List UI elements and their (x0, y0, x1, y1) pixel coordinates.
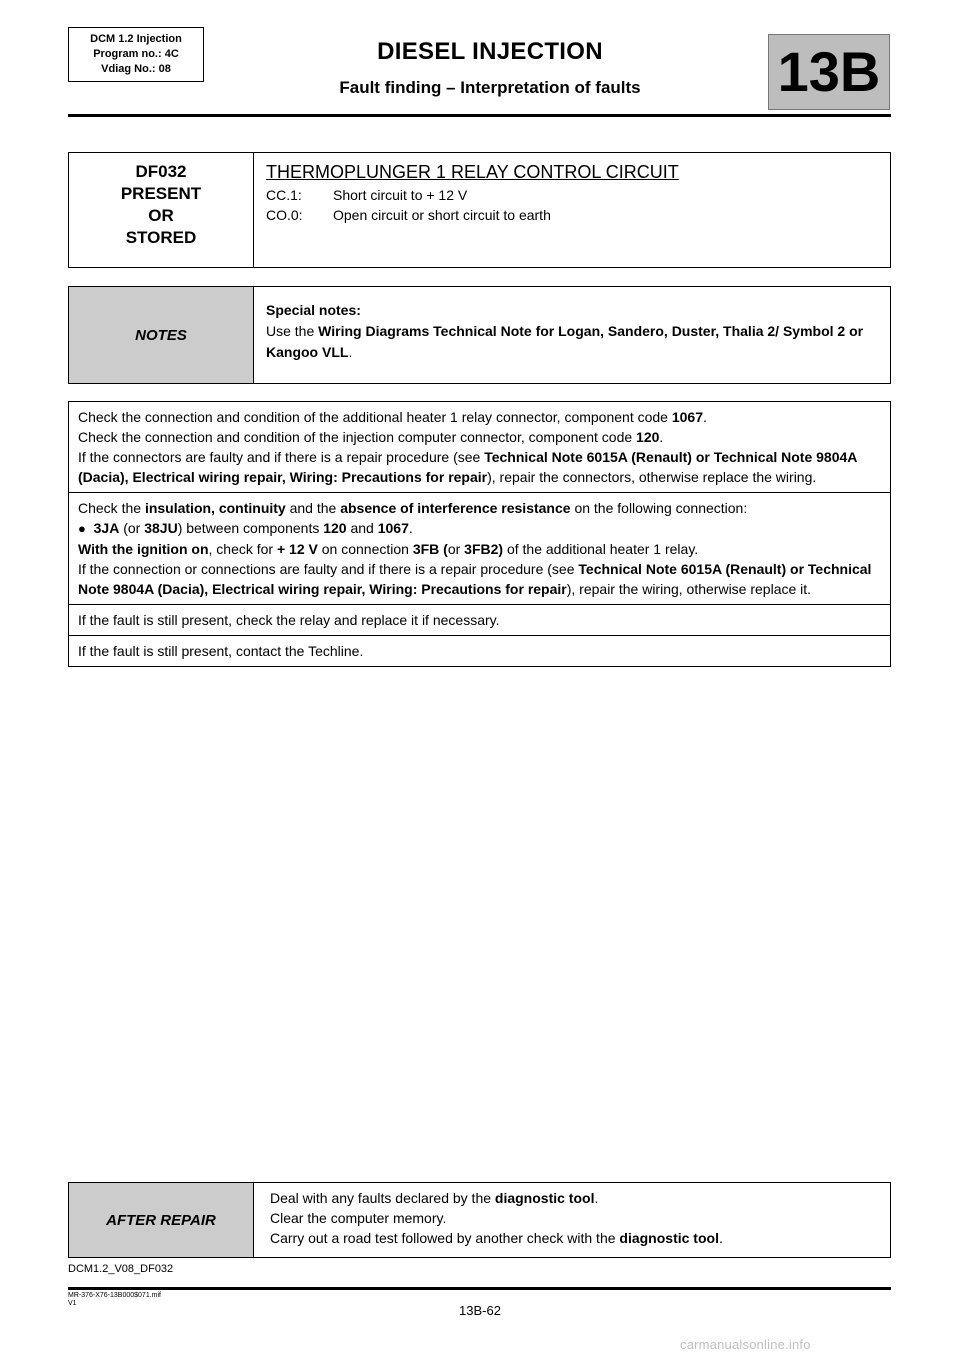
section-badge: 13B (768, 34, 890, 110)
notes-table (68, 286, 891, 384)
component-code: 120 (323, 520, 347, 536)
step-text: If the connectors are faulty and if there is a repair procedure (see (78, 449, 485, 465)
step-text: If the connection or connections are faulty and if there is a repair procedure (see (78, 561, 579, 577)
fault-code-desc: Short circuit to + 12 V (333, 187, 468, 203)
notes-label: NOTES (69, 287, 254, 384)
fault-code: DF032 (135, 162, 187, 181)
step-text: ), repair the wiring, otherwise replace it. (566, 581, 812, 597)
fault-code-label: CO.0: (266, 207, 303, 223)
step-line (78, 427, 881, 447)
fault-code-label: CC.1: (266, 187, 302, 203)
step-text: on the following connection: (570, 500, 748, 516)
after-text: Deal with any faults declared by the (270, 1190, 495, 1206)
component-code: 1067 (377, 520, 409, 536)
technical-note-ref: Technical Note 6015A (Renault) or Technical Note 9804A (Dacia), Electrical wiring repair, Wiring: Precautions for repair (78, 561, 872, 597)
step-text: . (703, 409, 707, 425)
step-text: or (447, 541, 465, 557)
connection-bullet (78, 518, 881, 539)
after-repair-table (68, 1182, 891, 1258)
procedure-table (68, 401, 891, 667)
step-text: (or (119, 520, 145, 536)
technical-note-ref: Technical Note 6015A (Renault) or Technical Note 9804A (Dacia), Electrical wiring repair, Wiring: Precautions for repair (78, 449, 857, 485)
fault-code-row (266, 185, 878, 205)
step-text: ) between components (177, 520, 324, 536)
connection-code: 3FB ( (412, 541, 448, 557)
step-line (78, 407, 881, 427)
step-line (78, 498, 881, 518)
document-id-box (68, 27, 204, 82)
procedure-step-2 (69, 493, 891, 605)
notes-content (254, 287, 891, 384)
after-line (270, 1188, 874, 1208)
notes-heading: Special notes: (266, 302, 361, 318)
diagnostic-tool-ref: diagnostic tool (619, 1230, 719, 1246)
footer-rule (68, 1287, 891, 1290)
after-text: Carry out a road test followed by another check with the (270, 1230, 620, 1246)
after-repair-content (254, 1183, 891, 1258)
step-text: on connection (317, 541, 413, 557)
id-line: DCM 1.2 Injection (90, 33, 182, 45)
procedure-step-4: If the fault is still present, contact the Techline. (69, 636, 891, 667)
fault-code-row (266, 205, 878, 225)
step-text: of the additional heater 1 relay. (503, 541, 699, 557)
step-text: and the (285, 500, 341, 516)
step-line (78, 447, 881, 487)
step-text: ), repair the connectors, otherwise replace the wiring. (487, 469, 817, 485)
id-line: Vdiag No.: 08 (101, 63, 171, 75)
wire-code: 38JU (144, 520, 178, 536)
after-line: Clear the computer memory. (270, 1210, 447, 1226)
condition: With the ignition on (78, 541, 209, 557)
step-text: Check the (78, 500, 145, 516)
wiring-diagram-ref: Wiring Diagrams Technical Note for Logan, Sandero, Duster, Thalia 2/ Symbol 2 or Kangoo VLL (266, 323, 864, 360)
diagnostic-tool-ref: diagnostic tool (494, 1190, 595, 1206)
step-text: Check the connection and condition of the injection computer connector, component code (78, 429, 637, 445)
document-reference: DCM1.2_V08_DF032 (68, 1263, 174, 1275)
component-code: 120 (636, 429, 660, 445)
page-subtitle: Fault finding – Interpretation of faults (339, 78, 641, 97)
after-text: . (594, 1190, 599, 1206)
procedure-step-1 (69, 402, 891, 493)
watermark: carmanualsonline.info (680, 1337, 811, 1352)
step-text: . (659, 429, 664, 445)
component-code: 1067 (671, 409, 704, 425)
version: V1 (68, 1300, 77, 1307)
step-text: . (408, 520, 413, 536)
after-text: . (718, 1230, 723, 1246)
mr-reference (68, 1292, 161, 1308)
after-line (270, 1228, 874, 1248)
page-number: 13B-62 (459, 1303, 501, 1318)
fault-table (68, 152, 891, 268)
notes-text (266, 321, 878, 363)
id-line: Program no.: 4C (93, 48, 179, 60)
fault-code-desc: Open circuit or short circuit to earth (333, 207, 551, 223)
step-line (78, 559, 881, 599)
step-text: , check for (208, 541, 277, 557)
voltage: + 12 V (276, 541, 318, 557)
connection-code: 3FB2) (464, 541, 504, 557)
fault-status-line: OR (148, 206, 174, 225)
wire-code: 3JA (93, 520, 120, 536)
mr-file: MR-376-X76-13B000$071.mif (68, 1292, 161, 1299)
fault-status (69, 153, 254, 268)
notes-text-prefix: Use the (266, 323, 319, 339)
fault-title: THERMOPLUNGER 1 RELAY CONTROL CIRCUIT (266, 162, 679, 182)
step-text: Check the connection and condition of the additional heater 1 relay connector, component code (78, 409, 672, 425)
procedure-step-3: If the fault is still present, check the relay and replace it if necessary. (69, 605, 891, 636)
bullet-icon: ● (78, 521, 86, 536)
step-text: and (346, 520, 378, 536)
fault-status-line: STORED (125, 228, 197, 247)
after-repair-label: AFTER REPAIR (69, 1183, 254, 1258)
step-line (78, 539, 881, 559)
header-rule (68, 114, 891, 117)
fault-details (254, 153, 891, 268)
notes-text-suffix: . (348, 344, 353, 360)
page-title: DIESEL INJECTION (377, 38, 603, 65)
check-type: insulation, continuity (144, 500, 286, 516)
fault-status-line: PRESENT (120, 184, 202, 203)
check-type: absence of interference resistance (340, 500, 571, 516)
